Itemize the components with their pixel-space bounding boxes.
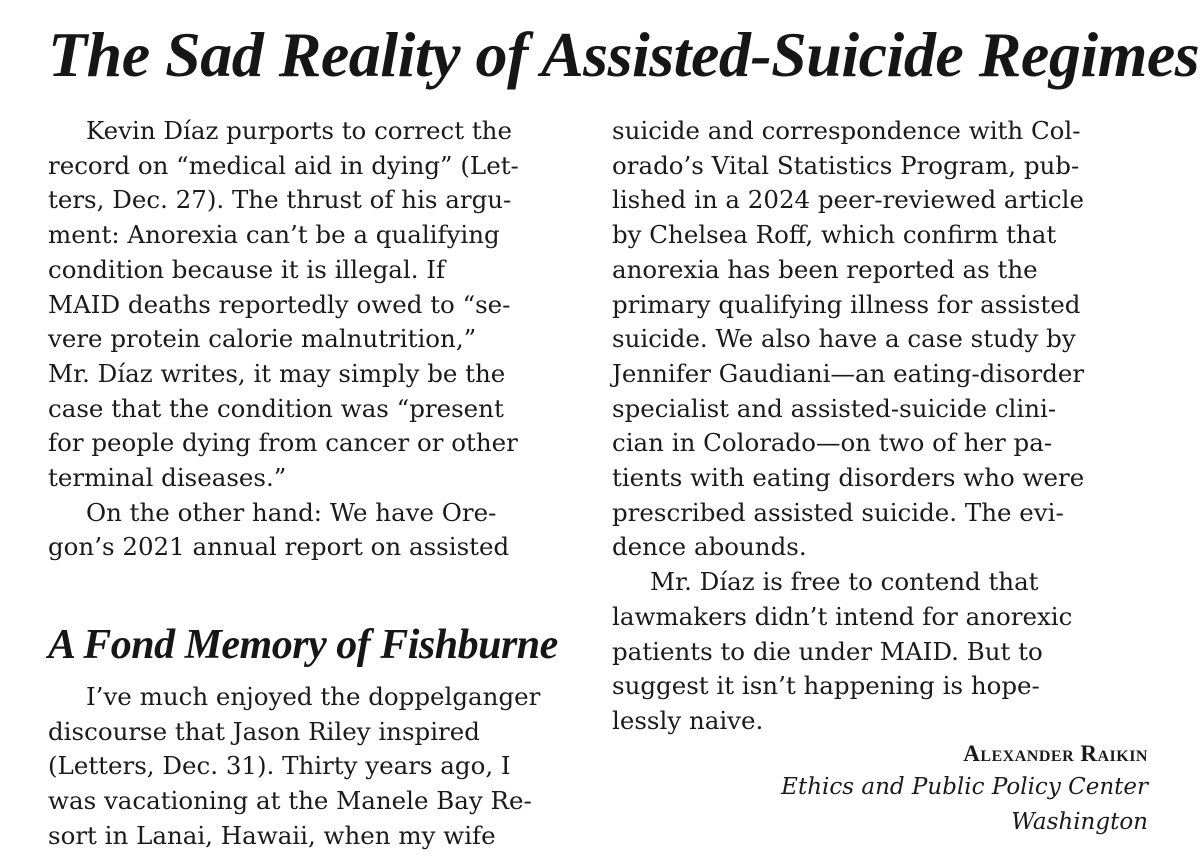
text-line: lawmakers didn’t intend for anorexic — [612, 601, 1073, 631]
text-line: vere protein calorie malnutrition,” — [48, 324, 477, 354]
right-column-text — [612, 114, 1157, 739]
text-line: terminal diseases.” — [48, 463, 287, 493]
second-letter-text — [48, 680, 583, 854]
text-line: anorexia has been reported as the — [612, 254, 1038, 284]
text-line: by Chelsea Roff, which confirm that — [612, 220, 1057, 250]
text-line: Mr. Díaz writes, it may simply be the — [48, 358, 506, 388]
text-line: ters, Dec. 27). The thrust of his argu- — [48, 185, 512, 215]
text-line: suggest it isn’t happening is hope- — [612, 671, 1040, 701]
text-line: tients with eating disorders who were — [612, 463, 1085, 493]
author-name: Alexander Raikin — [963, 741, 1148, 766]
author-city: Washington — [1011, 809, 1148, 835]
text-line: orado’s Vital Statistics Program, pub- — [612, 150, 1080, 180]
text-line: On the other hand: We have Ore- — [86, 497, 497, 527]
text-line: dence abounds. — [612, 532, 807, 562]
text-line: condition because it is illegal. If — [48, 254, 446, 284]
text-line: Mr. Díaz is free to contend that — [650, 567, 1039, 597]
text-line: gon’s 2021 annual report on assisted — [48, 532, 510, 562]
text-line: I’ve much enjoyed the doppelganger — [86, 682, 541, 711]
text-line: lessly naive. — [612, 705, 764, 735]
text-line: Kevin Díaz purports to correct the — [86, 116, 512, 145]
text-line: cian in Colorado—on two of her pa- — [612, 428, 1053, 458]
text-line: suicide. We also have a case study by — [612, 324, 1076, 354]
second-letter-headline: A Fond Memory of Fishburne — [48, 622, 558, 668]
text-line: sort in Lanai, Hawaii, when my wife — [48, 820, 496, 850]
text-line: was vacationing at the Manele Bay Re- — [48, 786, 532, 816]
text-line: specialist and assisted-suicide clini- — [612, 393, 1057, 423]
letter-signoff — [781, 738, 1148, 840]
text-line: patients to die under MAID. But to — [612, 636, 1043, 666]
text-line: for people dying from cancer or other — [48, 428, 518, 458]
text-line: primary qualifying illness for assisted — [612, 289, 1081, 319]
article-headline: The Sad Reality of Assisted-Suicide Regimes — [48, 19, 1200, 90]
text-line: case that the condition was “present — [48, 393, 504, 423]
author-affiliation: Ethics and Public Policy Center — [781, 774, 1148, 800]
text-line: (Letters, Dec. 31). Thirty years ago, I — [48, 751, 511, 781]
text-line: suicide and correspondence with Col- — [612, 116, 1081, 145]
text-line: lished in a 2024 peer-reviewed article — [612, 185, 1084, 215]
text-line: prescribed assisted suicide. The evi- — [612, 497, 1064, 527]
text-line: MAID deaths reportedly owed to “se- — [48, 289, 511, 319]
text-line: record on “medical aid in dying” (Let- — [48, 150, 519, 180]
text-line: Jennifer Gaudiani—an eating-disorder — [612, 358, 1085, 388]
left-column-text — [48, 114, 583, 565]
text-line: ment: Anorexia can’t be a qualifying — [48, 220, 500, 250]
text-line: discourse that Jason Riley inspired — [48, 716, 480, 746]
